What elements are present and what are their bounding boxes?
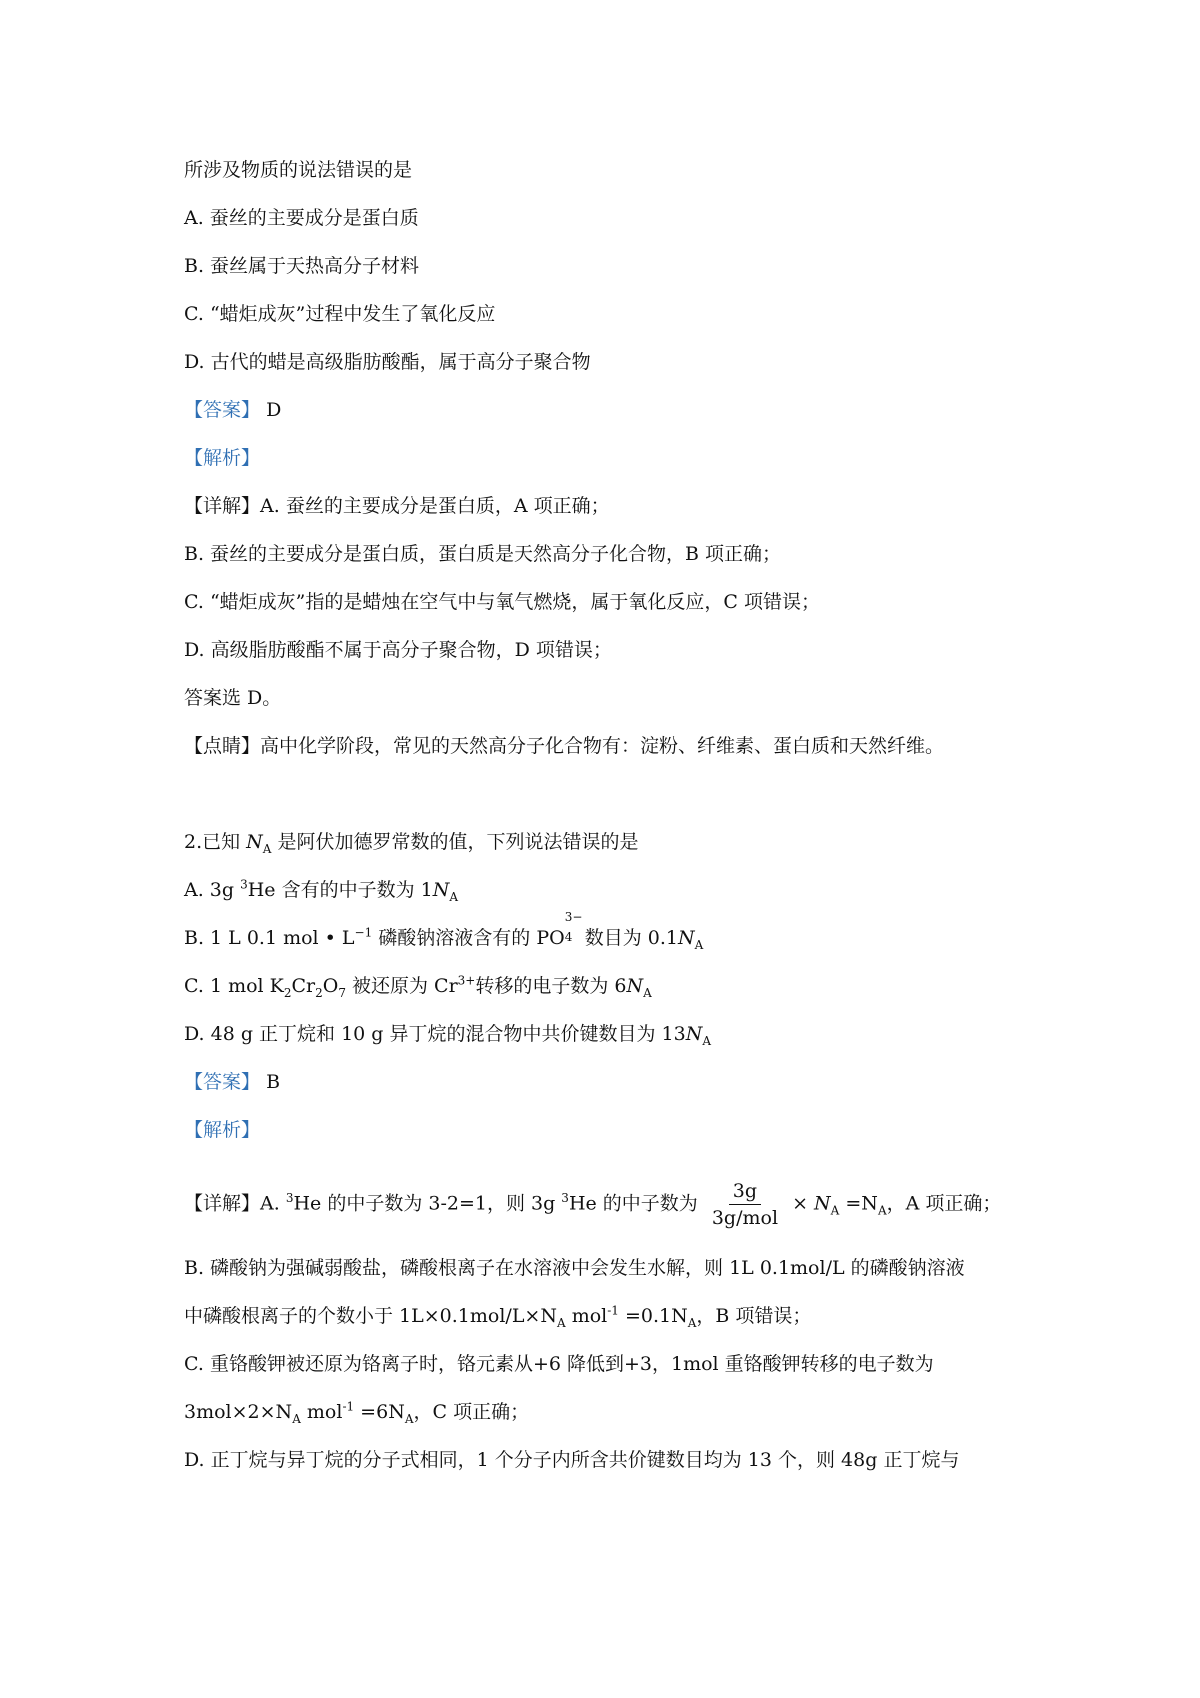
q2-option-d: D. 48 g 正丁烷和 10 g 异丁烷的混合物中共价键数目为 $13N_A$ xyxy=(184,1023,712,1048)
question-stem-end: 所涉及物质的说法错误的是 xyxy=(184,159,413,181)
option-b: B. 蚕丝属于天热高分子材料 xyxy=(184,255,420,277)
q2-option-b: B. 1 L 0.1 mol • $L^{-1}$ 磷酸钠溶液含有的 PO 3− 4 数目为 $0.1N_A$ xyxy=(184,910,704,952)
detail-line-d: D. 高级脂肪酸酯不属于高分子聚合物，D 项错误； xyxy=(184,639,612,661)
detail-conclusion: 答案选 D。 xyxy=(184,687,282,709)
q2-detail-line-a: 【详解】A. $^3$He 的中子数为 3-2=1，则 3g $^3$He 的中子数为 $\frac{3g}{\text{3g/mol}}$ × $N_A =N_A$，A 项正确； xyxy=(184,1180,1002,1229)
q2-detail-line-d: D. 正丁烷与异丁烷的分子式相同，1 个分子内所含共价键数目均为 13 个，则 48g 正丁烷与 xyxy=(184,1449,960,1471)
q2-detail-line-c1: C. 重铬酸钾被还原为铬离子时，铬元素从+6 降低到+3，1mol 重铬酸钾转移的电子数为 xyxy=(184,1353,934,1375)
question-2-stem: 2.已知 $N_A$ 是阿伏加德罗常数的值，下列说法错误的是 xyxy=(184,831,639,856)
analysis-tag: 【解析】 xyxy=(184,447,261,469)
answer-line xyxy=(184,397,281,423)
q2-answer-line xyxy=(184,1069,280,1095)
q2-option-a: A. 3g $^3$He 含有的中子数为 $1N_A$ xyxy=(184,877,459,904)
remark-text: 高中化学阶段，常见的天然高分子化合物有：淀粉、纤维素、蛋白质和天然纤维。 xyxy=(260,735,945,757)
q2-detail-line-b1: B. 磷酸钠为强碱弱酸盐，磷酸根离子在水溶液中会发生水解，则 1L 0.1mol/L 的磷酸钠溶液 xyxy=(184,1257,965,1279)
q2-detail-line-c2: $3mol\times 2\times N_A$ $mol^{-1} =6N_A$，C 项正确； xyxy=(184,1399,530,1426)
q2-detail-line-b2: 中磷酸根离子的个数小于 $1L\times 0.1mol/L\times N_A$ $mol^{-1} =0.1N_A$，B 项错误； xyxy=(184,1303,812,1330)
fraction: $\frac{3g}{\text{3g/mol}}$ xyxy=(711,1180,779,1229)
detail-tag: 【详解】 xyxy=(184,495,261,517)
answer-tag: 【答案】 xyxy=(184,399,261,421)
detail-line-b: B. 蚕丝的主要成分是蛋白质，蛋白质是天然高分子化合物，B 项正确； xyxy=(184,543,782,565)
option-a: A. 蚕丝的主要成分是蛋白质 xyxy=(184,207,419,229)
answer-tag: 【答案】 xyxy=(184,1071,261,1093)
q2-option-c: C. 1 mol $K_2Cr_2O_7$ 被还原为 $Cr^{3+}$转移的电子数为 $6N_A$ xyxy=(184,973,652,1000)
detail-line-a xyxy=(184,493,610,519)
remark-line xyxy=(184,733,944,759)
detail-line-c: C. “蜡炬成灰”指的是蜡烛在空气中与氧气燃烧，属于氧化反应，C 项错误； xyxy=(184,591,820,613)
q2-analysis-heading xyxy=(184,1117,260,1143)
analysis-heading xyxy=(184,445,260,471)
analysis-tag: 【解析】 xyxy=(184,1119,261,1141)
detail-text: A. 蚕丝的主要成分是蛋白质，A 项正确； xyxy=(260,495,610,517)
answer-value: D xyxy=(266,399,282,421)
option-d: D. 古代的蜡是高级脂肪酸酯，属于高分子聚合物 xyxy=(184,351,591,373)
option-c: C. “蜡炬成灰”过程中发生了氧化反应 xyxy=(184,303,496,325)
remark-tag: 【点睛】 xyxy=(184,735,261,757)
answer-value: B xyxy=(266,1071,281,1093)
